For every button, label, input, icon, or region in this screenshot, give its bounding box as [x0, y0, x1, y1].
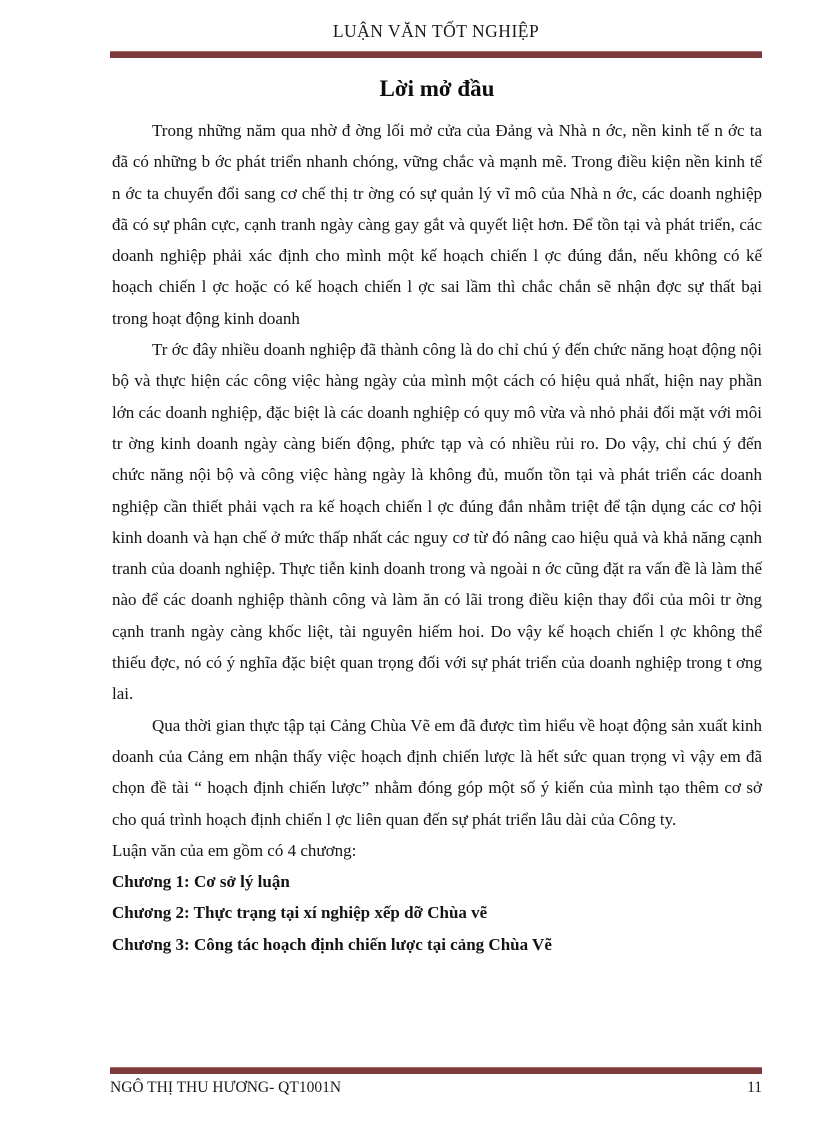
footer-author: NGÔ THỊ THU HƯƠNG- QT1001N: [110, 1079, 342, 1096]
page-title: Lời mở đầu: [379, 76, 495, 101]
chapter-line-2: Chương 2: Thực trạng tại xí nghiệp xếp dỡ Chùa vẽ: [112, 903, 488, 923]
running-header: [110, 0, 762, 58]
chapter-line-3: Chương 3: Công tác hoạch định chiến lược tại cảng Chùa Vẽ: [112, 934, 552, 954]
paragraph-intro: Trong những năm qua nhờ đ ờng lối mở cửa của Đảng và Nhà n ớc, nền kinh tế n ớc ta đã có những b ớc phát triển nhanh chóng, vững chắc và mạnh mẽ. Trong điều kiện nền kinh tế n ớc ta chuyển đổi sang cơ chế thị tr ờng có sự quản lý vĩ mô của Nhà n ớc, các doanh nghiệp đã có sự phân cực, cạnh tranh ngày càng gay gắt và quyết liệt hơn. Để tồn tại và phát triển, các doanh nghiệp phải xác định cho mình một kế hoạch chiến l ợc đúng đắn, nếu không có kế hoạch chiến l ợc hoặc có kế hoạch chiến l ợc sai lầm thì chắc chắn sẽ nhận đợc sự thất bại trong hoạt động kinh doanh: [112, 121, 762, 328]
document-body: [112, 60, 762, 960]
paragraph-internship: Qua thời gian thực tập tại Cảng Chùa Vẽ em đã được tìm hiểu về hoạt động sản xuất kinh doanh của Cảng em nhận thấy việc hoạch định chiến lược là hết sức quan trọng vì vậy em đã chọn đề tài “ hoạch định chiến lược” nhằm đóng góp một số ý kiến của mình tạo thêm cơ sở cho quá trình hoạch định chiến l ợc liên quan đến sự phát triển lâu dài của Công ty.: [112, 715, 762, 829]
header-rule: [110, 51, 762, 58]
chapter-line-1: Chương 1: Cơ sở lý luận: [112, 872, 290, 892]
outline-intro: Luận văn của em gồm có 4 chương:: [112, 840, 357, 860]
running-footer: [110, 1067, 762, 1099]
running-header-title: LUẬN VĂN TỐT NGHIỆP: [332, 21, 540, 41]
footer-page-number: 11: [747, 1079, 762, 1096]
paragraph-context: Tr ớc đây nhiều doanh nghiệp đã thành công là do chỉ chú ý đến chức năng hoạt động nội bộ và thực hiện các công việc hàng ngày của mình một cách có hiệu quả nhất, hiện nay phần lớn các doanh nghiệp, đặc biệt là các doanh nghiệp có quy mô vừa và nhỏ phải đối mặt với môi tr ờng kinh doanh ngày càng biến động, phức tạp và có nhiều rủi ro. Do vậy, chỉ chú ý đến chức năng nội bộ và công việc hàng ngày là không đủ, muốn tồn tại và phát triển các doanh nghiệp cần thiết phải vạch ra kế hoạch chiến l ợc đúng đắn nhằm triệt để tận dụng các cơ hội kinh doanh và hạn chế ở mức thấp nhất các nguy cơ từ đó nâng cao hiệu quả và khả năng cạnh tranh của doanh nghiệp. Thực tiễn kinh doanh trong và ngoài n ớc cũng đặt ra vấn đề là làm thế nào để các doanh nghiệp thành công và làm ăn có lãi trong điều kiện thay đổi của môi tr ờng cạnh tranh ngày càng khốc liệt, tài nguyên hiếm hoi. Do vậy kế hoạch chiến l ợc không thể thiếu đợc, nó có ý nghĩa đặc biệt quan trọng đối với sự phát triển của doanh nghiệp trong t ơng lai.: [112, 340, 762, 704]
footer-rule: [110, 1067, 762, 1074]
